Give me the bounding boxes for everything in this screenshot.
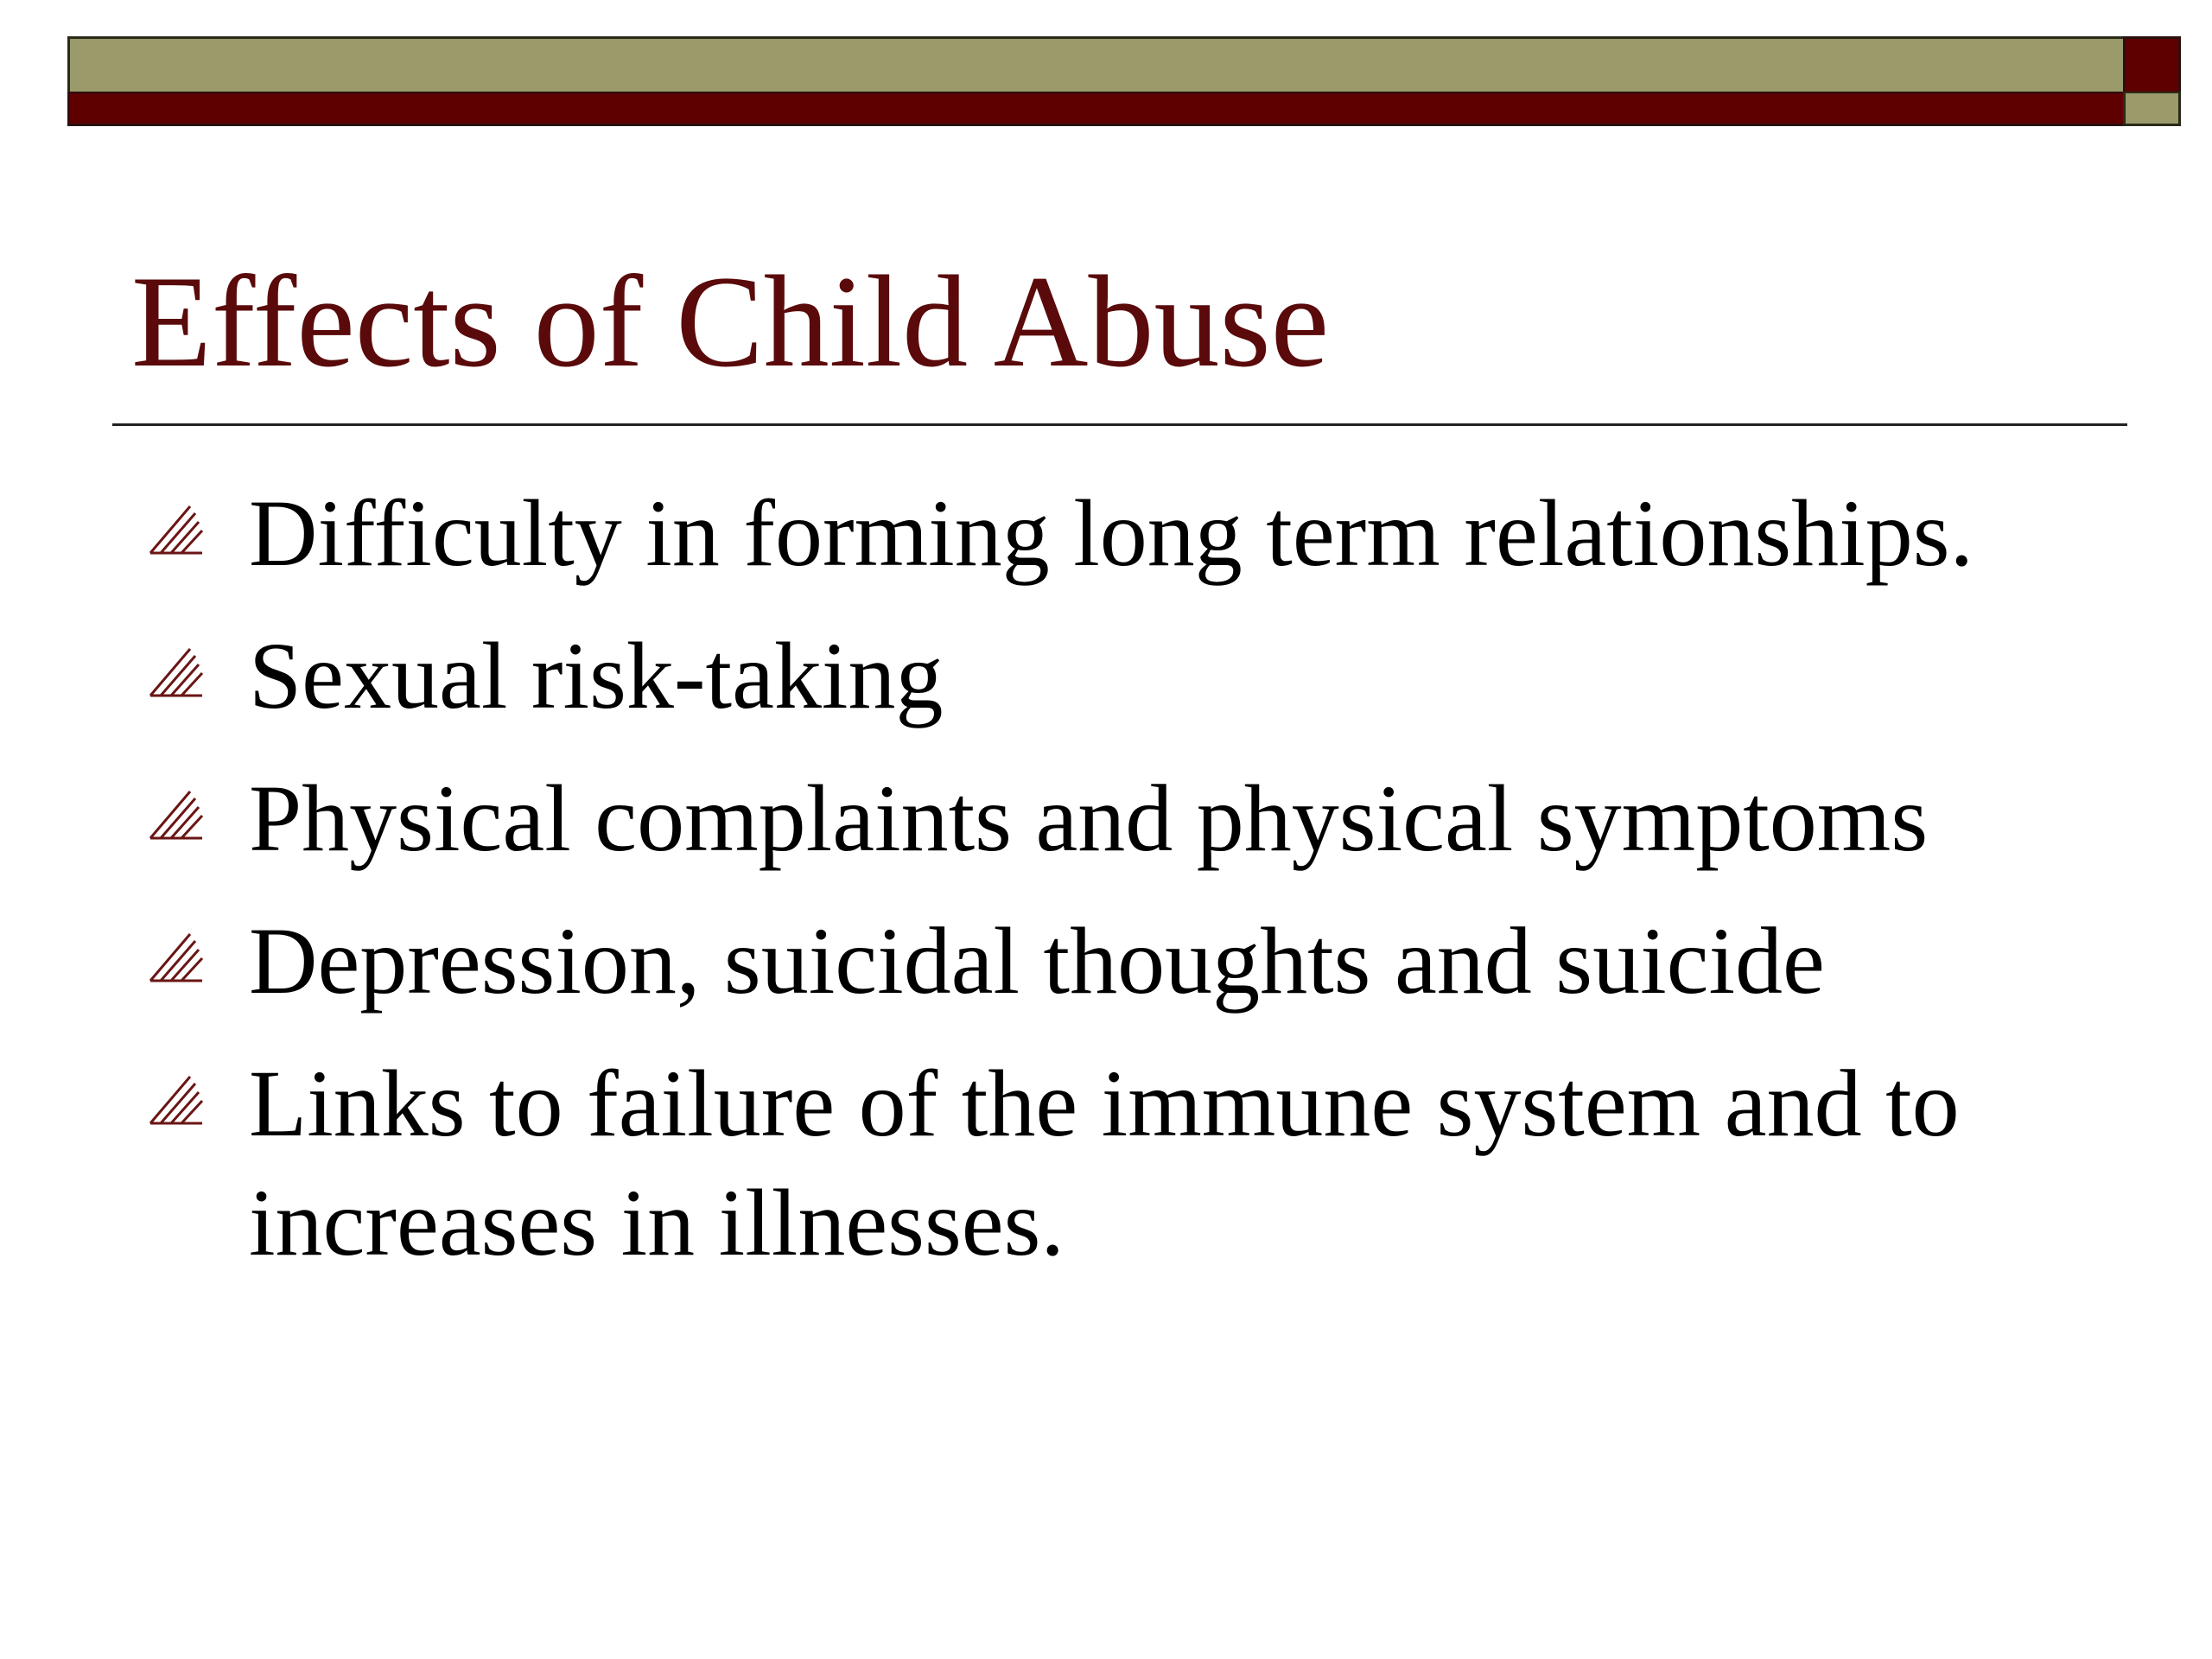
hatched-slash-icon: [147, 1070, 204, 1127]
bullet-text: Sexual risk-taking: [249, 623, 944, 728]
bullet-text: Physical complaints and physical symptoms: [249, 766, 1929, 871]
bullet-text: Depression, suicidal thoughts and suicide: [249, 908, 1825, 1014]
bullet-item: [147, 474, 2100, 593]
bullet-text: Links to failure of the immune system and to increases in illnesses.: [249, 1051, 1960, 1275]
slide-title: Effects of Child Abuse: [131, 249, 1330, 394]
hatched-slash-icon: [147, 642, 204, 699]
hatched-slash-icon: [147, 785, 204, 842]
bullet-item: [147, 759, 2100, 878]
bullet-item: [147, 901, 2100, 1020]
bullet-item: [147, 1044, 2100, 1282]
header-bar-olive: [67, 36, 2126, 92]
hatched-slash-icon: [147, 499, 204, 556]
header-bar-maroon: [67, 92, 2126, 126]
corner-square-maroon: [2123, 36, 2181, 92]
title-divider: [112, 423, 2127, 426]
bullet-text: Difficulty in forming long term relationships.: [249, 480, 1974, 586]
corner-square-olive: [2123, 92, 2181, 126]
bullet-item: [147, 616, 2100, 735]
hatched-slash-icon: [147, 927, 204, 984]
bullet-list: [147, 474, 2100, 1306]
